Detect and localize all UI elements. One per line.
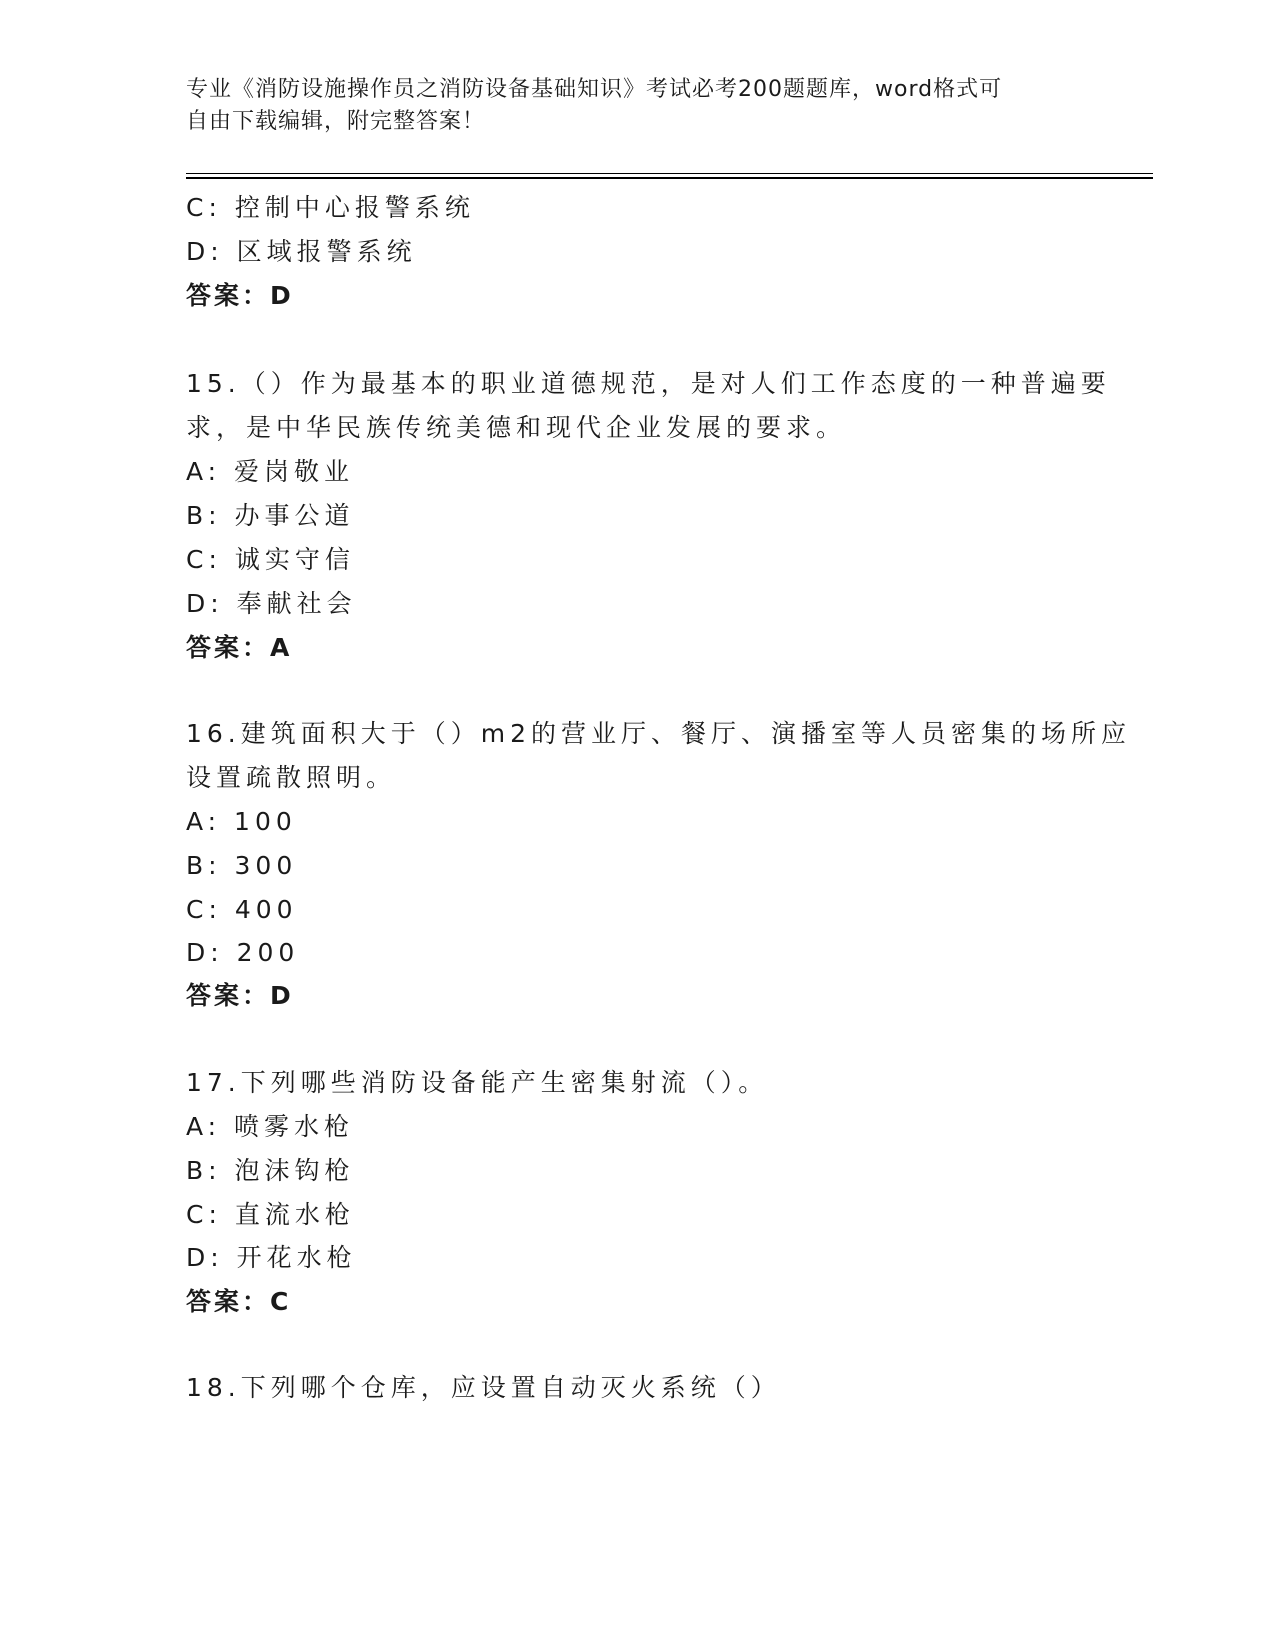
- q18-stem-line-1: 18.下列哪个仓库，应设置自动灭火系统（）: [186, 1373, 781, 1402]
- q17-option-a: A: 喷雾水枪: [186, 1112, 355, 1141]
- q16-stem-line-2: 设置疏散照明。: [186, 763, 397, 792]
- header-rule-thick: [186, 177, 1153, 179]
- q15-stem-line-1: 15.（）作为最基本的职业道德规范，是对人们工作态度的一种普遍要: [186, 369, 1111, 398]
- header-line-2: 自由下载编辑，附完整答案！: [186, 109, 486, 134]
- q15-option-b: B: 办事公道: [186, 501, 355, 530]
- q17-stem-line-1: 17.下列哪些消防设备能产生密集射流（）。: [186, 1068, 769, 1097]
- q17-answer: 答案：C: [186, 1287, 292, 1316]
- header-rule-thin: [186, 173, 1153, 174]
- header-line-1: 专业《消防设施操作员之消防设备基础知识》考试必考200题题库，word格式可: [186, 77, 1003, 102]
- prev-option-c: C: 控制中心报警系统: [186, 193, 475, 222]
- q16-option-b: B: 300: [186, 851, 298, 880]
- q16-option-d: D: 200: [186, 938, 300, 967]
- q15-answer: 答案：A: [186, 633, 293, 662]
- q15-option-d: D: 奉献社会: [186, 589, 357, 618]
- q17-option-d: D: 开花水枪: [186, 1243, 357, 1272]
- document-header: [186, 74, 1086, 138]
- q16-answer: 答案：D: [186, 981, 294, 1010]
- q16-stem-line-1: 16.建筑面积大于（）m2的营业厅、餐厅、演播室等人员密集的场所应: [186, 719, 1132, 748]
- q16-option-a: A: 100: [186, 807, 297, 836]
- q16-option-c: C: 400: [186, 895, 298, 924]
- q15-stem-line-2: 求，是中华民族传统美德和现代企业发展的要求。: [186, 413, 847, 442]
- prev-option-d: D: 区域报警系统: [186, 237, 417, 266]
- q17-option-b: B: 泡沫钩枪: [186, 1156, 355, 1185]
- q17-option-c: C: 直流水枪: [186, 1200, 355, 1229]
- prev-answer: 答案：D: [186, 281, 294, 310]
- q15-option-c: C: 诚实守信: [186, 545, 355, 574]
- q15-option-a: A: 爱岗敬业: [186, 457, 355, 486]
